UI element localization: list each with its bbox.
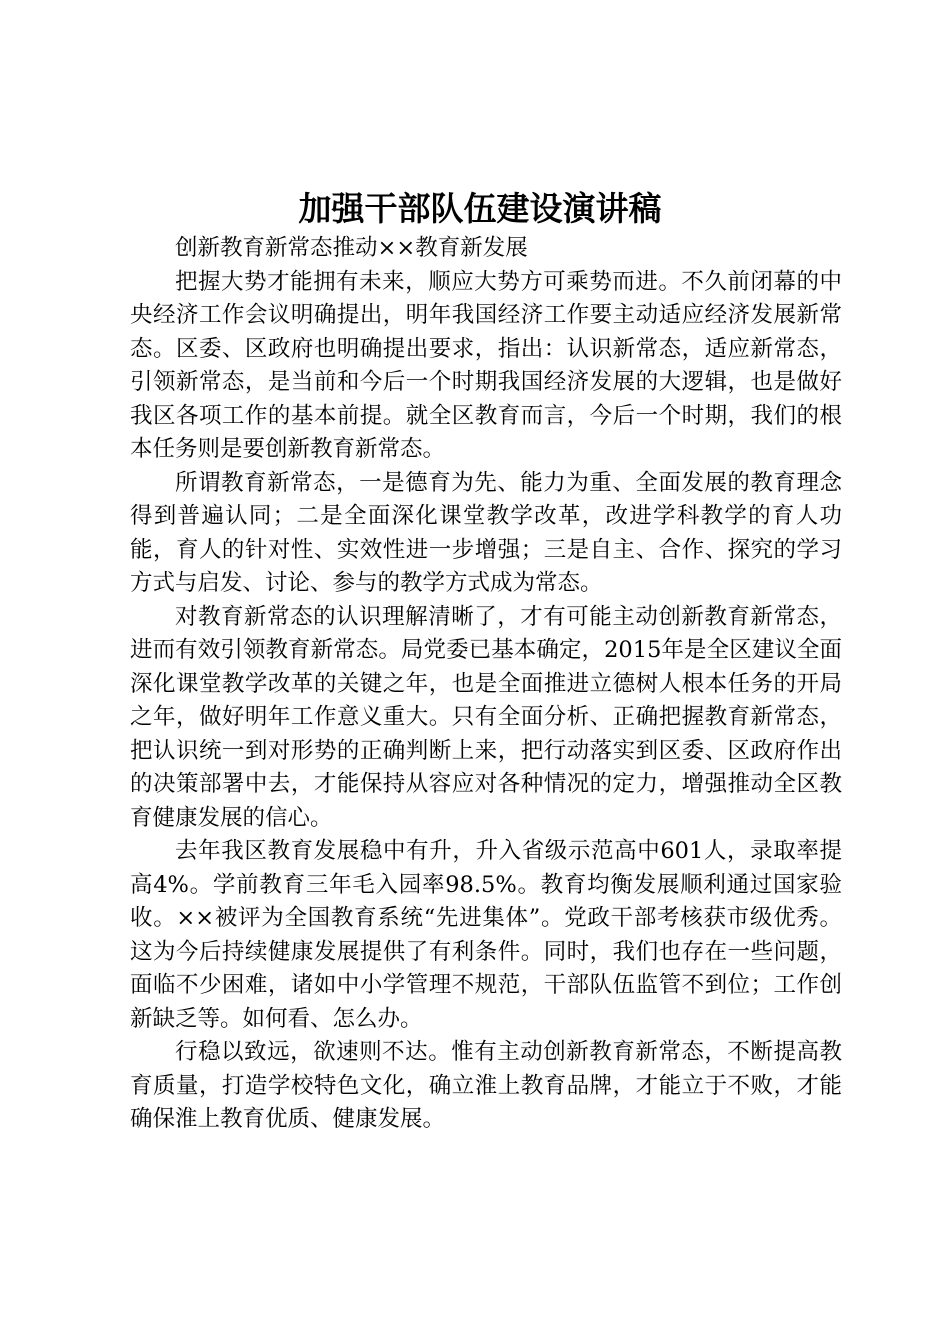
body-paragraph: 所谓教育新常态，一是德育为先、能力为重、全面发展的教育理念得到普遍认同；二是全面深化课堂教学改革，改进学科教学的育人功能，育人的针对性、实效性进一步增强；三是自主、合作、探究的学习方式与启发、讨论、参与的教学方式成为常态。 [130,469,842,596]
body-paragraph: 把握大势才能拥有未来，顺应大势方可乘势而进。不久前闭幕的中央经济工作会议明确提出，明年我国经济工作要主动适应经济发展新常态。区委、区政府也明确提出要求，指出：认识新常态，适应新常态，引领新常态，是当前和今后一个时期我国经济发展的大逻辑，也是做好我区各项工作的基本前提。就全区教育而言，今后一个时期，我们的根本任务则是要创新教育新常态。 [130,268,842,462]
subtitle-paragraph: 创新教育新常态推动××教育新发展 [175,235,528,261]
document-title: 加强干部队伍建设演讲稿 [298,189,662,228]
body-paragraph: 去年我区教育发展稳中有升，升入省级示范高中601人，录取率提高4%。学前教育三年毛入园率98.5%。教育均衡发展顺利通过国家验收。××被评为全国教育系统“先进集体”。党政干部考核获市级优秀。这为今后持续健康发展提供了有利条件。同时，我们也存在一些问题，面临不少困难，诸如中小学管理不规范，干部队伍监管不到位；工作创新缺乏等。如何看、怎么办。 [130,838,842,1032]
body-paragraph: 对教育新常态的认识理解清晰了，才有可能主动创新教育新常态，进而有效引领教育新常态。局党委已基本确定，2015年是全区建议全面深化课堂教学改革的关键之年，也是全面推进立德树人根本任务的开局之年，做好明年工作意义重大。只有全面分析、正确把握教育新常态，把认识统一到对形势的正确判断上来，把行动落实到区委、区政府作出的决策部署中去，才能保持从容应对各种情况的定力，增强推动全区教育健康发展的信心。 [130,603,842,831]
document-body [130,232,842,1137]
body-paragraph: 行稳以致远，欲速则不达。惟有主动创新教育新常态，不断提高教育质量，打造学校特色文化，确立淮上教育品牌，才能立于不败，才能确保淮上教育优质、健康发展。 [130,1039,842,1132]
